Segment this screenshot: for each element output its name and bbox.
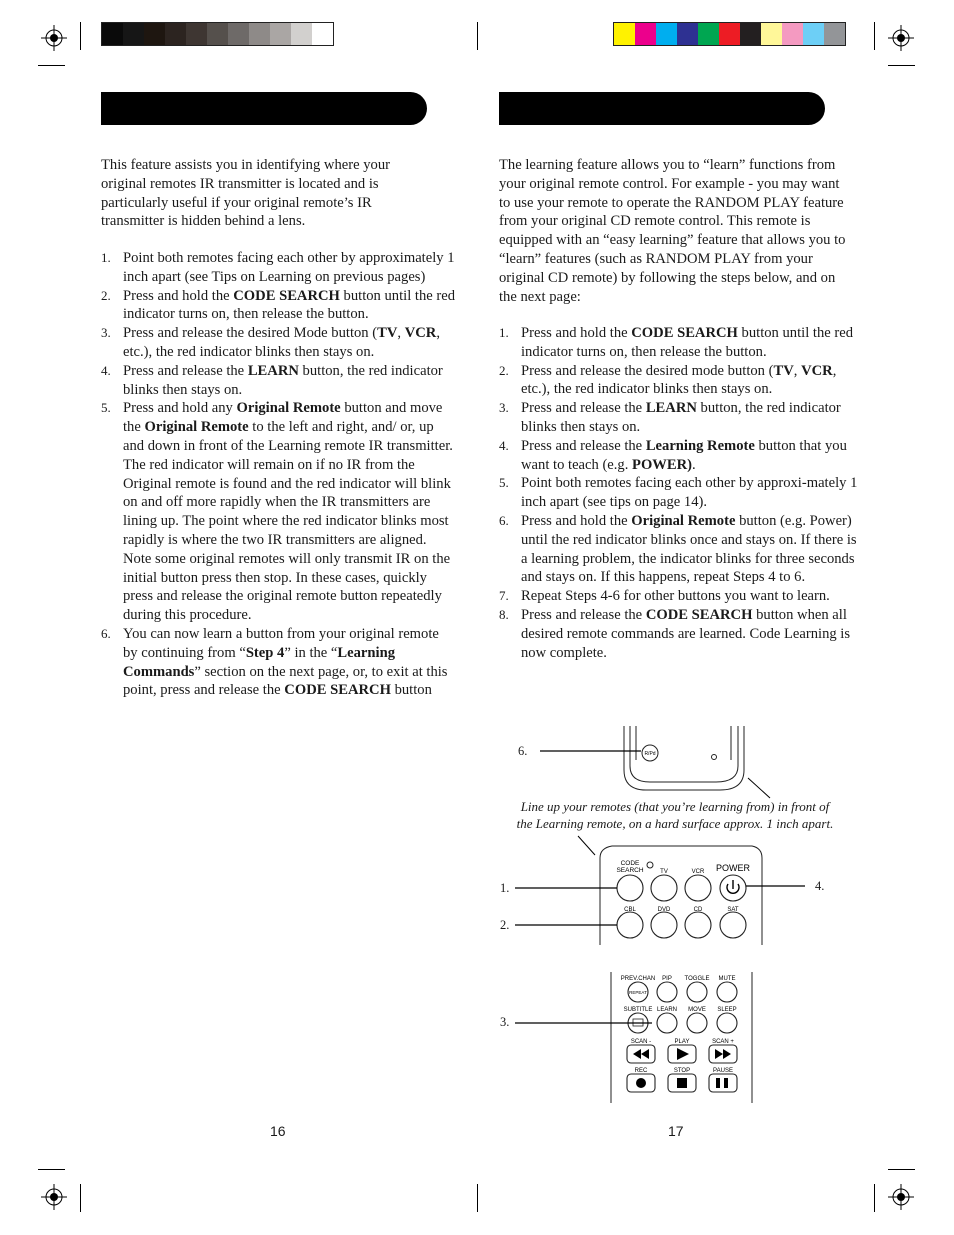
step-emphasis: Original Remote: [144, 419, 249, 436]
alignment-arrow: [748, 778, 770, 798]
step-emphasis: Original Remote: [236, 400, 341, 417]
step-text: ,: [793, 362, 802, 379]
step-text: ” section on the next page, or, to exit at this point, press and release the: [123, 663, 448, 699]
button-label-scan-minus: SCAN -: [630, 1039, 652, 1045]
step-number: 3.: [499, 400, 509, 416]
step-text: button: [390, 682, 432, 699]
step-text: , etc.), the red indicator blinks then stays on.: [123, 325, 440, 360]
right-page-number: 17: [668, 1123, 684, 1139]
step-text: Press and hold the: [521, 512, 632, 529]
button-repeat-label: REPEAT: [629, 990, 647, 995]
step-text: button that you want to teach (e.g.: [521, 437, 847, 473]
button-label-pip: PIP: [662, 976, 672, 982]
step-number: 1.: [101, 250, 111, 265]
step-text: button (e.g. Power) until the red indicator blinks once and stays on. If there is a learning problem, the indicator blinks for three seconds and stays on. If this happens, repeat Steps 4 to 6.: [521, 512, 857, 586]
step-number: 6.: [101, 625, 111, 641]
caption-line: Line up your remotes (that you’re learning from) in front of: [520, 799, 830, 814]
left-intro-paragraph: This feature assists you in identifying where your original remotes IR transmitter is located and is particularly useful if your original remote’s IR transmitter is hidden behind a lens.: [101, 157, 390, 230]
step-text: Point both remotes facing each other by approxi-mately 1 inch apart (see tips on page 14).: [521, 475, 858, 511]
callout-4: 4.: [815, 879, 825, 893]
step-emphasis: TV: [377, 325, 398, 342]
step-number: 8.: [499, 606, 509, 622]
button-label-power: POWER: [715, 863, 751, 873]
step-text: Point both remotes facing each other by approximately 1 inch apart (see Tips on Learning on previous pages): [123, 250, 455, 285]
step-text: Press and release the: [521, 400, 646, 417]
step-text: Press and release the desired mode button (: [521, 362, 774, 379]
callout-2: 2.: [500, 918, 510, 932]
button-label-cd: CD: [693, 907, 703, 913]
step-text: .: [692, 456, 696, 473]
step-number: 5.: [101, 400, 111, 416]
step-emphasis: VCR: [404, 325, 437, 342]
step-number: 1.: [499, 325, 509, 340]
step-text: Press and hold any: [123, 400, 237, 417]
button-label-stop: STOP: [673, 1068, 691, 1074]
button-label-move: MOVE: [688, 1007, 706, 1013]
alignment-arrow: [578, 836, 595, 855]
step-emphasis: LEARN: [247, 362, 299, 379]
step-text: Repeat Steps 4-6 for other buttons you want to learn.: [521, 588, 830, 605]
button-label-code-search: SEARCH: [616, 867, 644, 874]
button-label-play: PLAY: [674, 1039, 690, 1045]
step-emphasis: Learning Commands: [123, 644, 395, 680]
button-label-pause: PAUSE: [713, 1068, 733, 1074]
step-text: button and move the: [123, 400, 443, 436]
step-emphasis: CODE SEARCH: [645, 606, 753, 623]
original-remote-drawing: [624, 726, 744, 790]
step-number: 5.: [499, 475, 509, 491]
step-text: to the left and right, and/ or, up and down in front of the Learning remote IR transmitter. The red indicator will remain on if no IR from the Original remote is found and the red indicator will blink on and off more rapidly when the IR transmitters are lining up. The point where the red indicator blinks most rapidly is where the two IR transmitters are aligned. Note some original remotes will only transmit IR on the initial button press then stop. In these cases, quickly press and release the original remote button repeatedly during this procedure.: [123, 419, 453, 624]
button-label-sleep: SLEEP: [717, 1007, 737, 1013]
button-label-tv: TV: [660, 869, 668, 875]
step-text: Press and release the: [521, 606, 646, 623]
step-number: 6.: [499, 512, 509, 528]
step-text: , etc.), the red indicator blinks then stays on.: [521, 362, 837, 398]
step-emphasis: VCR: [801, 362, 833, 379]
step-number: 2.: [101, 287, 111, 303]
step-text: button when all desired remote commands are learned. Code Learning is now complete.: [521, 606, 851, 661]
button-label-dvd: DVD: [657, 907, 671, 913]
left-page-number: 16: [270, 1123, 286, 1139]
step-number: 4.: [101, 362, 111, 378]
step-emphasis: TV: [773, 362, 794, 379]
step-text: Press and release the: [123, 362, 248, 379]
step-text: ,: [397, 325, 405, 342]
original-button: [642, 745, 658, 761]
row2-buttons: [617, 912, 746, 938]
button-label-subtitle: SUBTITLE: [623, 1007, 653, 1013]
step-emphasis: Learning Remote: [645, 437, 755, 454]
step-emphasis: LEARN: [645, 400, 697, 417]
callout-1: 1.: [500, 881, 510, 895]
step-emphasis: Step 4: [245, 644, 285, 661]
step-text: Press and release the: [521, 437, 646, 454]
button-label-toggle: TOGGLE: [684, 976, 710, 982]
right-intro-paragraph: The learning feature allows you to “learn” functions from your original remote control. For example - you may want to use your remote to operate the RANDOM PLAY feature from your original CD remote control. This remote is equipped with an “easy learning” feature that allows you to “learn” features (such as RANDOM PLAY from your original CD remote) by following the steps below, and on the next page:: [499, 157, 846, 305]
step-text: button, the red indicator blinks then stays on.: [521, 400, 841, 435]
step-text: button until the red indicator turns on, then release the button.: [521, 325, 854, 360]
step-text: Press and hold the: [123, 287, 234, 304]
callout-6: 6.: [518, 744, 528, 758]
step-text: ” in the “: [284, 644, 338, 661]
callout-3: 3.: [500, 1015, 510, 1029]
record-icon: [636, 1078, 646, 1088]
step-text: button until the red indicator turns on, then release the button.: [123, 287, 456, 323]
step-emphasis: CODE SEARCH: [631, 325, 738, 341]
step-text: Press and hold the: [521, 325, 632, 341]
step-text: You can now learn a button from your original remote by continuing from “: [123, 625, 439, 661]
stop-icon: [677, 1078, 687, 1088]
step-emphasis: POWER): [632, 456, 693, 473]
button-label-prev-chan: PREV.CHAN: [620, 976, 656, 982]
button-label-vcr: VCR: [691, 869, 705, 875]
step-emphasis: CODE SEARCH: [233, 287, 340, 304]
step-number: 2.: [499, 362, 509, 378]
button-label-learn: LEARN: [656, 1007, 678, 1013]
step-emphasis: CODE SEARCH: [284, 682, 391, 699]
button-label-scan-plus: SCAN +: [712, 1039, 734, 1045]
caption-line: the Learning remote, on a hard surface approx. 1 inch apart.: [516, 816, 834, 831]
button-label-sat: SAT: [727, 907, 739, 913]
step-number: 4.: [499, 437, 509, 453]
step-text: button, the red indicator blinks then stays on.: [123, 362, 443, 398]
button-label-code-search: CODE: [620, 860, 640, 867]
step-text: Press and release the desired Mode button (: [123, 325, 378, 342]
button-label-mute: MUTE: [718, 976, 736, 982]
button-label-cbl: CBL: [624, 907, 636, 913]
button-label-rec: REC: [634, 1068, 648, 1074]
step-emphasis: Original Remote: [631, 512, 736, 529]
step-number: 3.: [101, 325, 111, 341]
step-number: 7.: [499, 588, 509, 604]
original-button-label: R/Pd: [644, 751, 656, 757]
